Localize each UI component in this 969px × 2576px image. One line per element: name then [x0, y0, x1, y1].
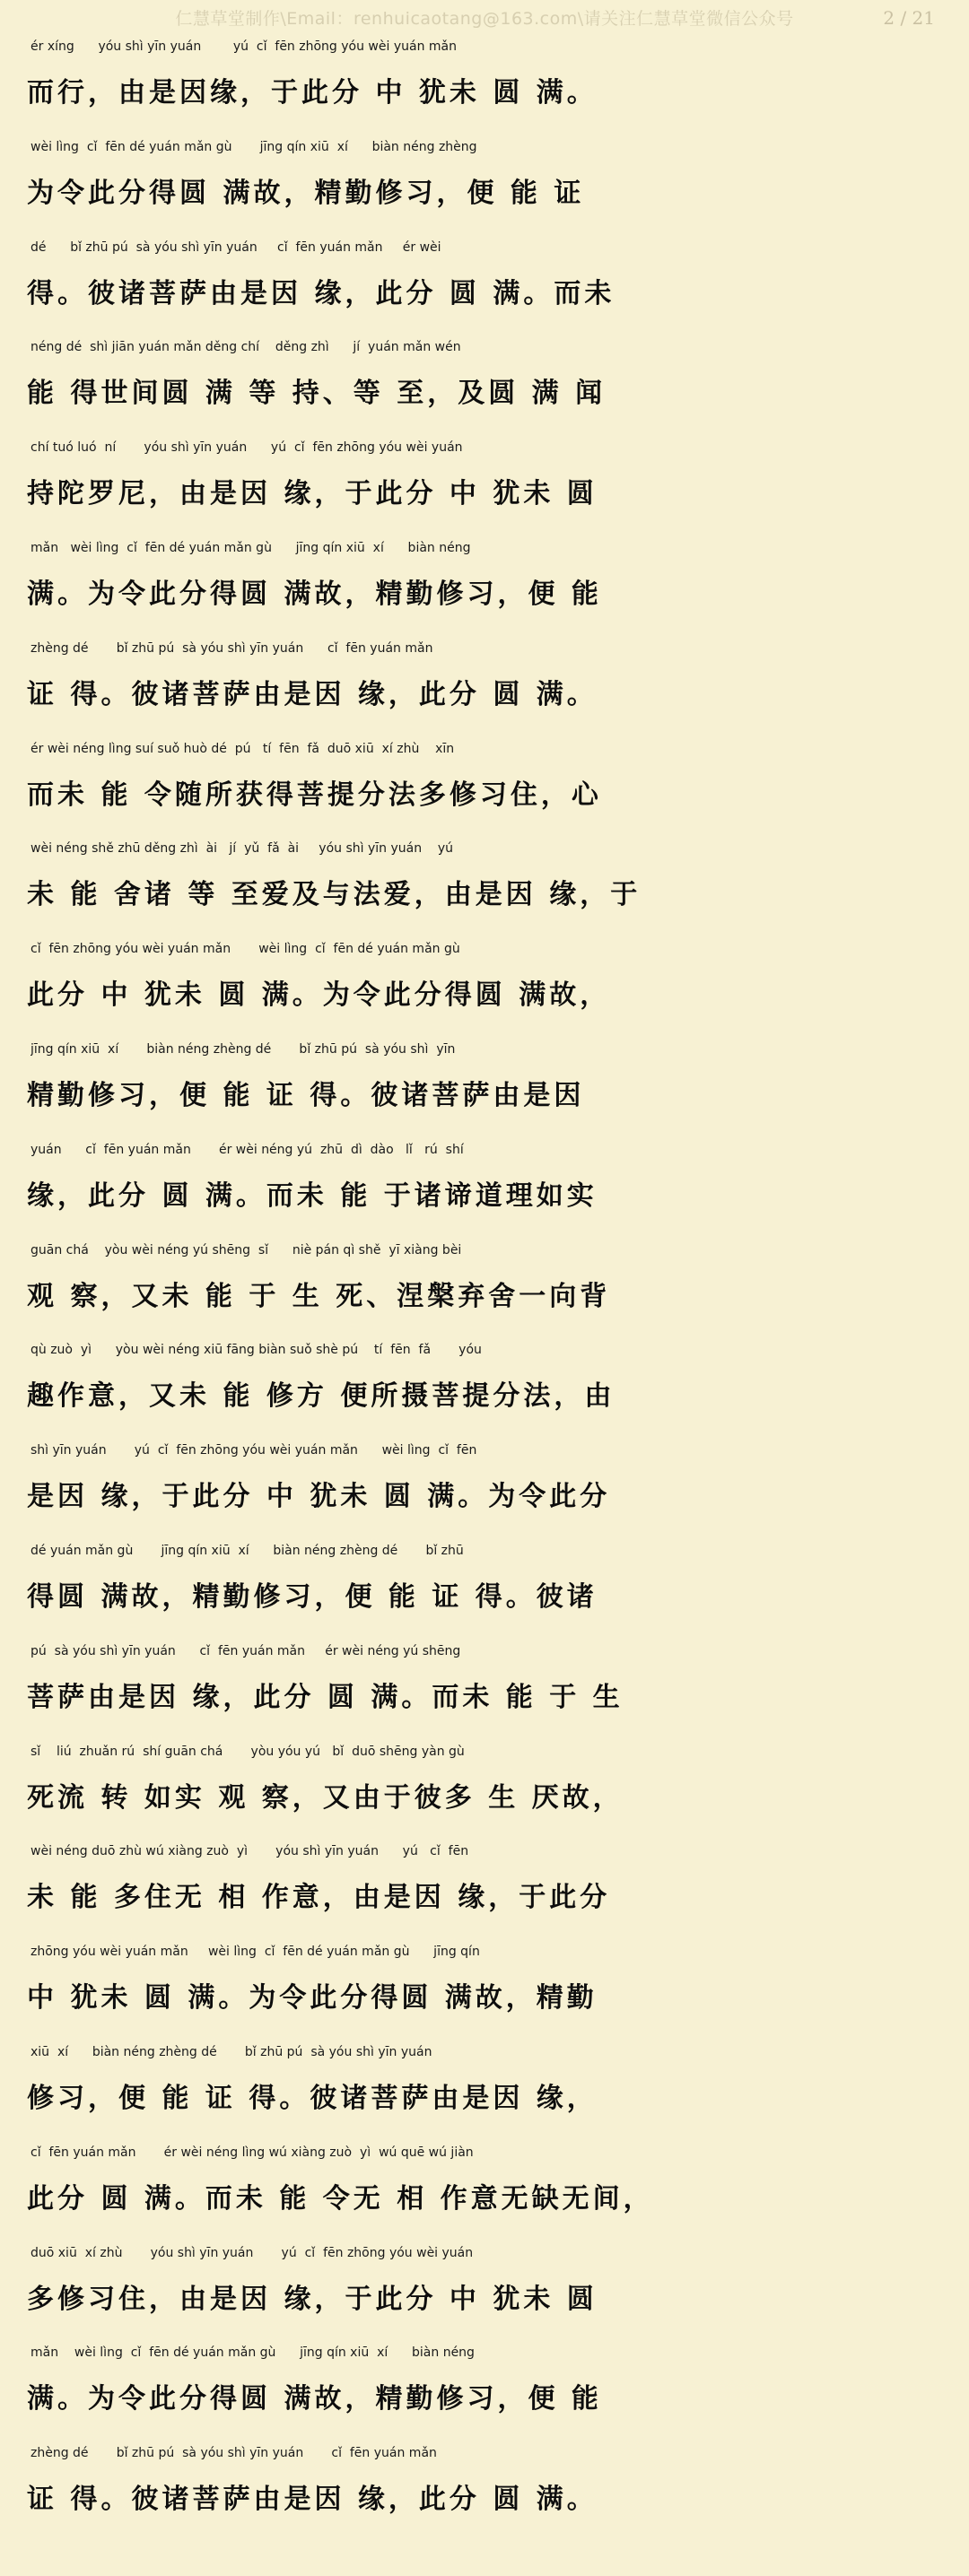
text-line [27, 1434, 942, 1535]
chinese-text: 能 得世间圆 满 等 持、等 至，及圆 满 闻 [27, 378, 607, 410]
pinyin-annotation: zhōng yóu wèi yuán mǎn wèi lìng cǐ fēn dé yuán mǎn gù jīng qín [31, 1945, 480, 1960]
chinese-text: 精勤修习，便 能 证 得。彼诸菩萨由是因 [27, 1079, 585, 1111]
text-line [27, 2337, 942, 2437]
chinese-text: 而行，由是因缘，于此分 中 犹未 圆 满。 [27, 77, 598, 109]
pinyin-annotation: qù zuò yì yòu wèi néng xiū fāng biàn suǒ shè pú tí fēn fǎ yóu [31, 1343, 482, 1358]
chinese-text: 此分 中 犹未 圆 满。为令此分得圆 满故， [27, 979, 611, 1012]
pinyin-annotation: mǎn wèi lìng cǐ fēn dé yuán mǎn gù jīng qín xiū xí biàn néng [31, 540, 471, 555]
chinese-text: 未 能 多住无 相 作意，由是因 缘，于此分 [27, 1882, 611, 1914]
pinyin-annotation: chí tuó luó ní yóu shì yīn yuán yú cǐ fēn zhōng yóu wèi yuán [31, 440, 463, 456]
text-line [27, 431, 942, 532]
page-number: 2 / 21 [883, 7, 935, 29]
text-line [27, 30, 942, 131]
chinese-text: 菩萨由是因 缘，此分 圆 满。而未 能 于 生 [27, 1681, 624, 1713]
chinese-text: 此分 圆 满。而未 能 令无 相 作意无缺无间， [27, 2182, 654, 2215]
text-line [27, 131, 942, 231]
text-line [27, 1736, 942, 1836]
chinese-text: 证 得。彼诸菩萨由是因 缘，此分 圆 满。 [27, 678, 598, 710]
pinyin-annotation: duō xiū xí zhù yóu shì yīn yuán yú cǐ fēn zhōng yóu wèi yuán [31, 2245, 474, 2260]
text-line [27, 2036, 942, 2137]
chinese-text: 满。为令此分得圆 满故，精勤修习，便 能 [27, 578, 602, 610]
text-line [27, 1234, 942, 1335]
chinese-text: 证 得。彼诸菩萨由是因 缘，此分 圆 满。 [27, 2484, 598, 2516]
text-line [27, 1033, 942, 1134]
text-line [27, 2437, 942, 2537]
text-line [27, 1134, 942, 1234]
text-line [27, 1635, 942, 1736]
chinese-text: 观 察，又未 能 于 生 死、涅槃弃舍一向背 [27, 1280, 611, 1312]
pinyin-annotation: mǎn wèi lìng cǐ fēn dé yuán mǎn gù jīng qín xiū xí biàn néng [31, 2345, 475, 2361]
pinyin-annotation: cǐ fēn zhōng yóu wèi yuán mǎn wèi lìng cǐ fēn dé yuán mǎn gù [31, 942, 460, 957]
pinyin-annotation: ér wèi néng lìng suí suǒ huò dé pú tí fēn fǎ duō xiū xí zhù xīn [31, 741, 455, 756]
text-line [27, 2137, 942, 2237]
text-line [27, 632, 942, 733]
chinese-text: 修习，便 能 证 得。彼诸菩萨由是因 缘， [27, 2082, 598, 2114]
text-line [27, 331, 942, 431]
pinyin-annotation: wèi lìng cǐ fēn dé yuán mǎn gù jīng qín xiū xí biàn néng zhèng [31, 139, 477, 154]
pinyin-annotation: xiū xí biàn néng zhèng dé bǐ zhū pú sà yóu shì yīn yuán [31, 2044, 432, 2059]
pinyin-annotation: wèi néng duō zhù wú xiàng zuò yì yóu shì yīn yuán yú cǐ fēn [31, 1844, 469, 1859]
scripture-text [27, 30, 942, 2537]
chinese-text: 得圆 满故，精勤修习，便 能 证 得。彼诸 [27, 1580, 598, 1613]
pinyin-annotation: guān chá yòu wèi néng yú shēng sǐ niè pán qì shě yī xiàng bèi [31, 1242, 462, 1258]
pinyin-annotation: dé bǐ zhū pú sà yóu shì yīn yuán cǐ fēn yuán mǎn ér wèi [31, 239, 441, 255]
pinyin-annotation: zhèng dé bǐ zhū pú sà yóu shì yīn yuán cǐ fēn yuán mǎn [31, 2446, 437, 2461]
text-line [27, 733, 942, 833]
pinyin-annotation: zhèng dé bǐ zhū pú sà yóu shì yīn yuán cǐ fēn yuán mǎn [31, 640, 433, 656]
pinyin-annotation: dé yuán mǎn gù jīng qín xiū xí biàn néng zhèng dé bǐ zhū [31, 1543, 464, 1558]
text-line [27, 832, 942, 933]
chinese-text: 满。为令此分得圆 满故，精勤修习，便 能 [27, 2383, 602, 2415]
chinese-text: 中 犹未 圆 满。为令此分得圆 满故，精勤 [27, 1982, 598, 2015]
pinyin-annotation: shì yīn yuán yú cǐ fēn zhōng yóu wèi yuán mǎn wèi lìng cǐ fēn [31, 1443, 477, 1458]
chinese-text: 持陀罗尼，由是因 缘，于此分 中 犹未 圆 [27, 478, 598, 510]
text-line [27, 933, 942, 1033]
pinyin-annotation: néng dé shì jiān yuán mǎn děng chí děng zhì jí yuán mǎn wén [31, 340, 461, 355]
chinese-text: 死流 转 如实 观 察，又由于彼多 生 厌故， [27, 1781, 624, 1814]
text-line [27, 532, 942, 632]
chinese-text: 是因 缘，于此分 中 犹未 圆 满。为令此分 [27, 1481, 611, 1513]
pinyin-annotation: yuán cǐ fēn yuán mǎn ér wèi néng yú zhū dì dào lǐ rú shí [31, 1142, 464, 1157]
chinese-text: 趣作意，又未 能 修方 便所摄菩提分法，由 [27, 1380, 615, 1413]
pinyin-annotation: pú sà yóu shì yīn yuán cǐ fēn yuán mǎn ér wèi néng yú shēng [31, 1643, 461, 1658]
chinese-text: 为令此分得圆 满故，精勤修习，便 能 证 [27, 177, 585, 209]
pinyin-annotation: sǐ liú zhuǎn rú shí guān chá yòu yóu yú bǐ duō shēng yàn gù [31, 1744, 465, 1759]
text-line [27, 1936, 942, 2036]
text-line [27, 1334, 942, 1434]
text-line [27, 231, 942, 332]
chinese-text: 而未 能 令随所获得菩提分法多修习住，心 [27, 779, 602, 811]
watermark-text: 仁慧草堂制作\Email：renhuicaotang@163.com\请关注仁慧草堂微信公众号 [175, 9, 794, 29]
chinese-text: 得。彼诸菩萨由是因 缘，此分 圆 满。而未 [27, 277, 615, 309]
pinyin-annotation: cǐ fēn yuán mǎn ér wèi néng lìng wú xiàng zuò yì wú quē wú jiàn [31, 2145, 474, 2160]
text-line [27, 2237, 942, 2337]
chinese-text: 缘，此分 圆 满。而未 能 于诸谛道理如实 [27, 1179, 598, 1212]
pinyin-annotation: jīng qín xiū xí biàn néng zhèng dé bǐ zhū pú sà yóu shì yīn [31, 1041, 456, 1057]
chinese-text: 多修习住，由是因 缘，于此分 中 犹未 圆 [27, 2283, 598, 2315]
text-line [27, 1835, 942, 1936]
chinese-text: 未 能 舍诸 等 至爱及与法爱，由是因 缘，于 [27, 879, 642, 911]
pinyin-annotation: wèi néng shě zhū děng zhì ài jí yǔ fǎ ài yóu shì yīn yuán yú [31, 841, 454, 857]
text-line [27, 1535, 942, 1635]
pinyin-annotation: ér xíng yóu shì yīn yuán yú cǐ fēn zhōng yóu wèi yuán mǎn [31, 39, 457, 54]
